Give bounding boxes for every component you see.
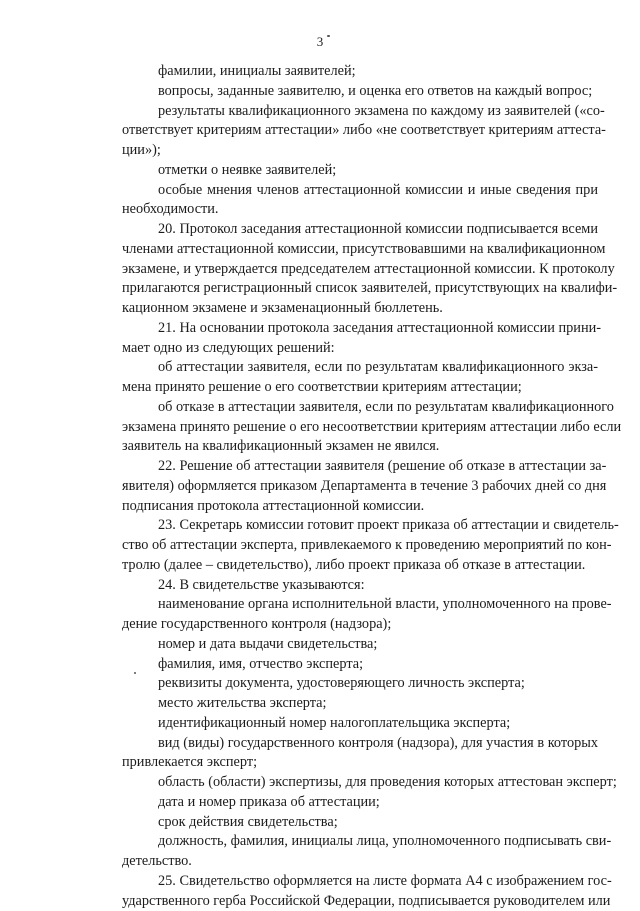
text-line: должность, фамилия, инициалы лица, уполномоченного подписывать сви- <box>122 832 598 852</box>
scan-speck <box>327 35 330 37</box>
text-line: 24. В свидетельстве указываются: <box>122 576 598 596</box>
text-line: прилагаются регистрационный список заявителей, присутствующих на квалифи- <box>122 279 598 299</box>
text-line: номер и дата выдачи свидетельства; <box>122 635 598 655</box>
text-line: область (области) экспертизы, для проведения которых аттестован эксперт; <box>122 773 598 793</box>
text-line: 21. На основании протокола заседания аттестационной комиссии прини- <box>122 319 598 339</box>
text-line: 22. Решение об аттестации заявителя (решение об отказе в аттестации за- <box>122 457 598 477</box>
page-number: 3 <box>0 34 640 50</box>
text-line: место жительства эксперта; <box>122 694 598 714</box>
text-line: особые мнения членов аттестационной комиссии и иные сведения при <box>122 181 598 201</box>
text-line: 20. Протокол заседания аттестационной комиссии подписывается всеми <box>122 220 598 240</box>
text-line: ударственного герба Российской Федерации, подписывается руководителем или <box>122 892 598 911</box>
document-body <box>122 62 598 911</box>
text-line: экзамене, и утверждается председателем аттестационной комиссии. К протоколу <box>122 260 598 280</box>
text-line: ции»); <box>122 141 598 161</box>
text-line: вопросы, заданные заявителю, и оценка его ответов на каждый вопрос; <box>122 82 598 102</box>
text-line: срок действия свидетельства; <box>122 813 598 833</box>
text-line: наименование органа исполнительной власти, уполномоченного на прове- <box>122 595 598 615</box>
text-line: мает одно из следующих решений: <box>122 339 598 359</box>
text-line: явителя) оформляется приказом Департамента в течение 3 рабочих дней со дня <box>122 477 598 497</box>
text-line: детельство. <box>122 852 598 872</box>
text-line: фамилия, имя, отчество эксперта; <box>122 655 598 675</box>
text-line: дата и номер приказа об аттестации; <box>122 793 598 813</box>
text-line: идентификационный номер налогоплательщика эксперта; <box>122 714 598 734</box>
text-line: ответствует критериям аттестации» либо «не соответствует критериям аттеста- <box>122 121 598 141</box>
text-line: заявитель на квалификационный экзамен не явился. <box>122 437 598 457</box>
text-line: привлекается эксперт; <box>122 753 598 773</box>
text-line: ство об аттестации эксперта, привлекаемого к проведению мероприятий по кон- <box>122 536 598 556</box>
text-line: членами аттестационной комиссии, присутствовавшими на квалификационном <box>122 240 598 260</box>
text-line: необходимости. <box>122 200 598 220</box>
text-line: мена принято решение о его соответствии критериям аттестации; <box>122 378 598 398</box>
text-line: кационном экзамене и экзаменационный бюллетень. <box>122 299 598 319</box>
text-line: 23. Секретарь комиссии готовит проект приказа об аттестации и свидетель- <box>122 516 598 536</box>
text-line: отметки о неявке заявителей; <box>122 161 598 181</box>
text-line: реквизиты документа, удостоверяющего личность эксперта; <box>122 674 598 694</box>
text-line: тролю (далее – свидетельство), либо проект приказа об отказе в аттестации. <box>122 556 598 576</box>
text-line: об отказе в аттестации заявителя, если по результатам квалификационного <box>122 398 598 418</box>
text-line: дение государственного контроля (надзора); <box>122 615 598 635</box>
text-line: экзамена принято решение о его несоответствии критериям аттестации либо если <box>122 418 598 438</box>
text-line: вид (виды) государственного контроля (надзора), для участия в которых <box>122 734 598 754</box>
text-line: 25. Свидетельство оформляется на листе формата А4 с изображением гос- <box>122 872 598 892</box>
text-line: об аттестации заявителя, если по результатам квалификационного экза- <box>122 358 598 378</box>
text-line: фамилии, инициалы заявителей; <box>122 62 598 82</box>
text-line: подписания протокола аттестационной комиссии. <box>122 497 598 517</box>
text-line: результаты квалификационного экзамена по каждому из заявителей («со- <box>122 102 598 122</box>
